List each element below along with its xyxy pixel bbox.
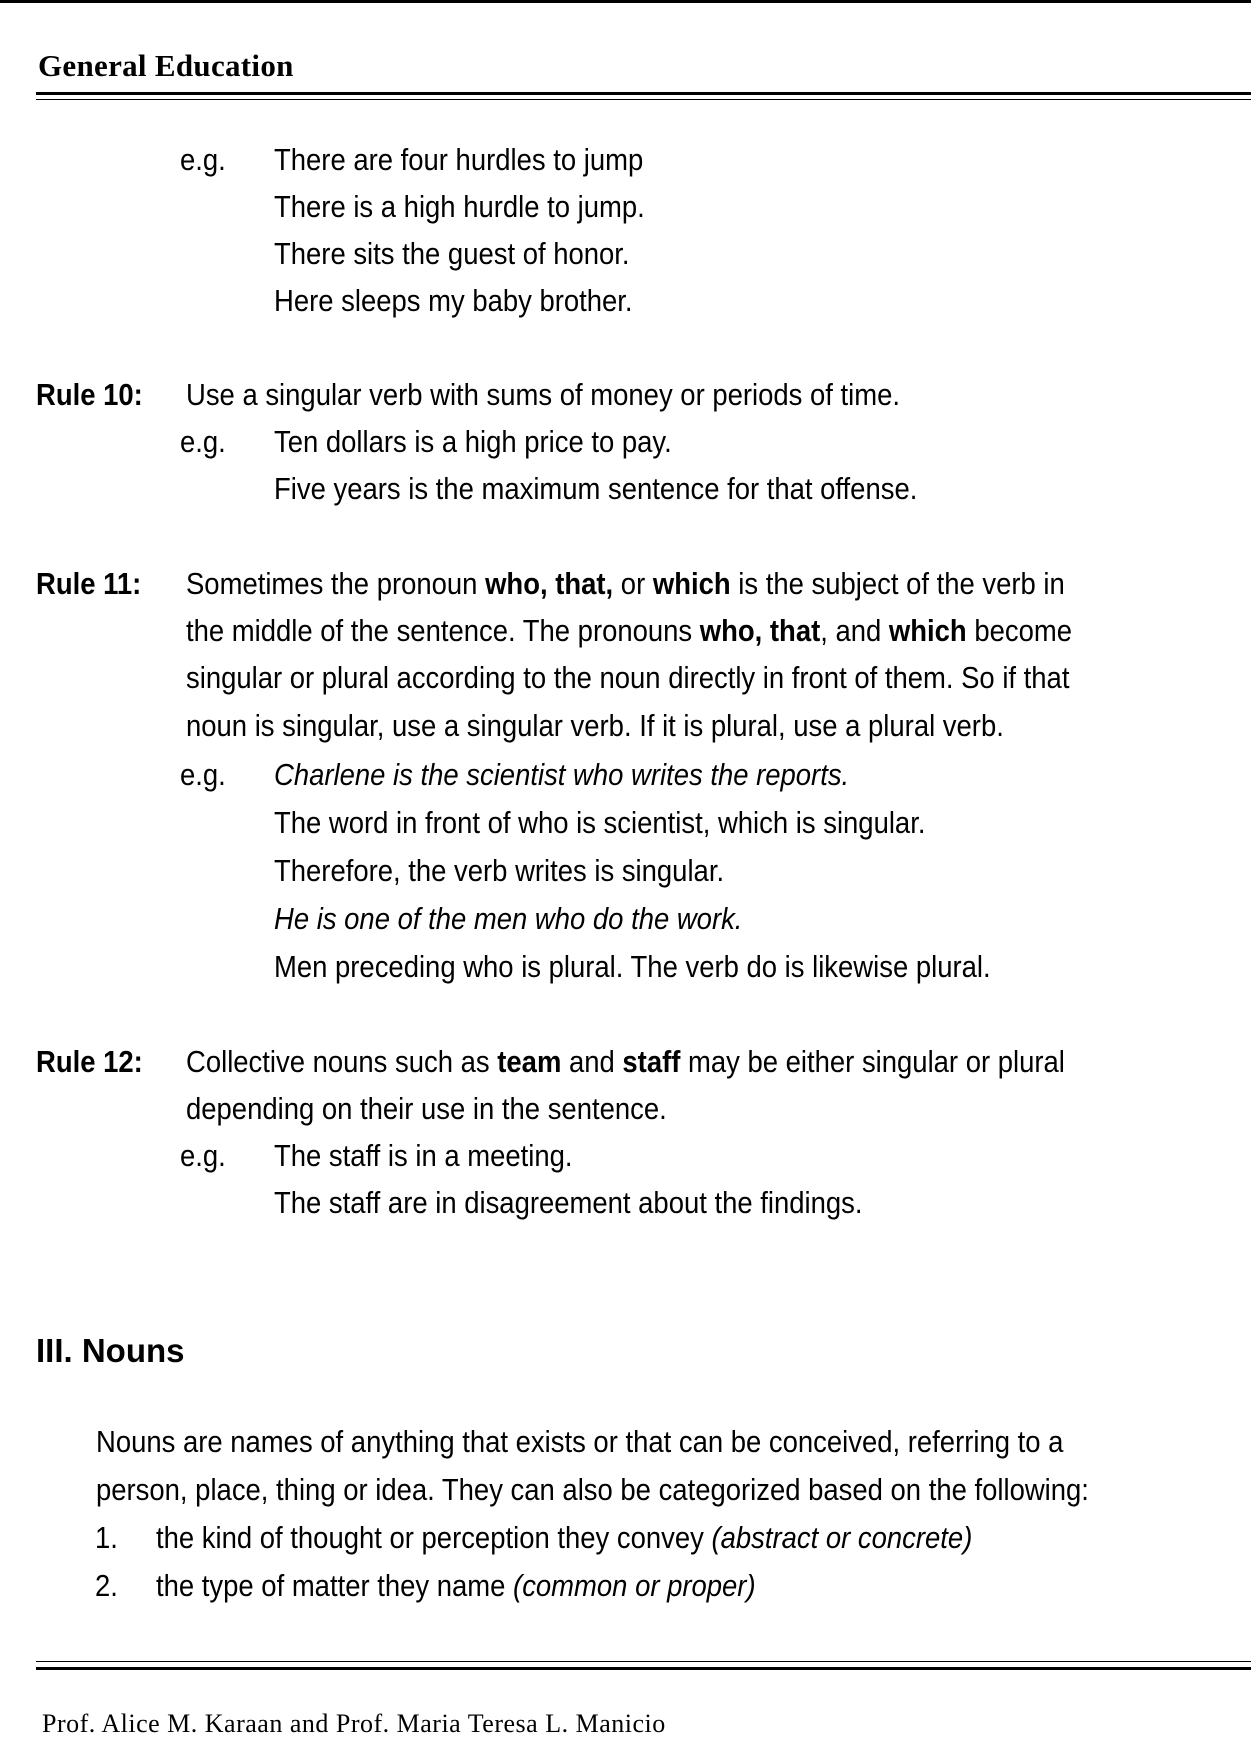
example-line: There sits the guest of honor. xyxy=(274,237,630,271)
footer-rule-thin xyxy=(36,1661,1251,1662)
example-line: Men preceding who is plural. The verb do is likewise plural. xyxy=(274,950,991,984)
example-line: He is one of the men who do the work. xyxy=(274,902,743,936)
example-line: Therefore, the verb writes is singular. xyxy=(274,854,725,888)
example-line: Five years is the maximum sentence for that offense. xyxy=(274,472,918,506)
example-line: There is a high hurdle to jump. xyxy=(274,190,645,224)
rule-12-line-1: Collective nouns such as team and staff may be either singular or plural xyxy=(186,1045,1065,1079)
rule-11-line-3: singular or plural according to the noun directly in front of them. So if that xyxy=(186,661,1070,695)
rule-11-line-4: noun is singular, use a singular verb. If it is plural, use a plural verb. xyxy=(186,709,1004,743)
rule-11-line-2: the middle of the sentence. The pronouns who, that, and which become xyxy=(186,614,1072,648)
example-line: Charlene is the scientist who writes the reports. xyxy=(274,758,850,792)
header-rule-thin xyxy=(36,99,1251,100)
section-heading: III. Nouns xyxy=(36,1332,185,1369)
rule-11-line-1: Sometimes the pronoun who, that, or which is the subject of the verb in xyxy=(186,567,1065,601)
eg-label: e.g. xyxy=(180,143,226,177)
nouns-paragraph-line: person, place, thing or idea. They can also be categorized based on the following: xyxy=(96,1473,1089,1507)
nouns-paragraph-line: Nouns are names of anything that exists or that can be conceived, referring to a xyxy=(96,1425,1064,1459)
footer-rule xyxy=(36,1667,1251,1670)
rule-12-line-2: depending on their use in the sentence. xyxy=(186,1092,667,1126)
example-line: Here sleeps my baby brother. xyxy=(274,284,633,318)
header-title: General Education xyxy=(38,48,294,83)
rule-12-label: Rule 12: xyxy=(36,1045,143,1079)
rule-10-label: Rule 10: xyxy=(36,378,143,412)
list-item: the kind of thought or perception they convey (abstract or concrete) xyxy=(156,1521,973,1555)
eg-label: e.g. xyxy=(180,758,226,792)
list-number: 2. xyxy=(95,1569,118,1603)
example-line: The staff is in a meeting. xyxy=(274,1139,573,1173)
example-line: Ten dollars is a high price to pay. xyxy=(274,425,672,459)
example-line: The staff are in disagreement about the findings. xyxy=(274,1186,863,1220)
header-rule xyxy=(36,92,1251,95)
top-border xyxy=(0,0,1251,3)
eg-label: e.g. xyxy=(180,1139,226,1173)
example-line: The word in front of who is scientist, which is singular. xyxy=(274,806,926,840)
list-number: 1. xyxy=(95,1521,118,1555)
example-line: There are four hurdles to jump xyxy=(274,143,644,177)
rule-11-label: Rule 11: xyxy=(36,567,142,601)
eg-label: e.g. xyxy=(180,425,226,459)
list-item: the type of matter they name (common or proper) xyxy=(156,1569,756,1603)
footer-authors: Prof. Alice M. Karaan and Prof. Maria Teresa L. Manicio xyxy=(42,1709,666,1738)
rule-10-text: Use a singular verb with sums of money or periods of time. xyxy=(186,378,900,412)
